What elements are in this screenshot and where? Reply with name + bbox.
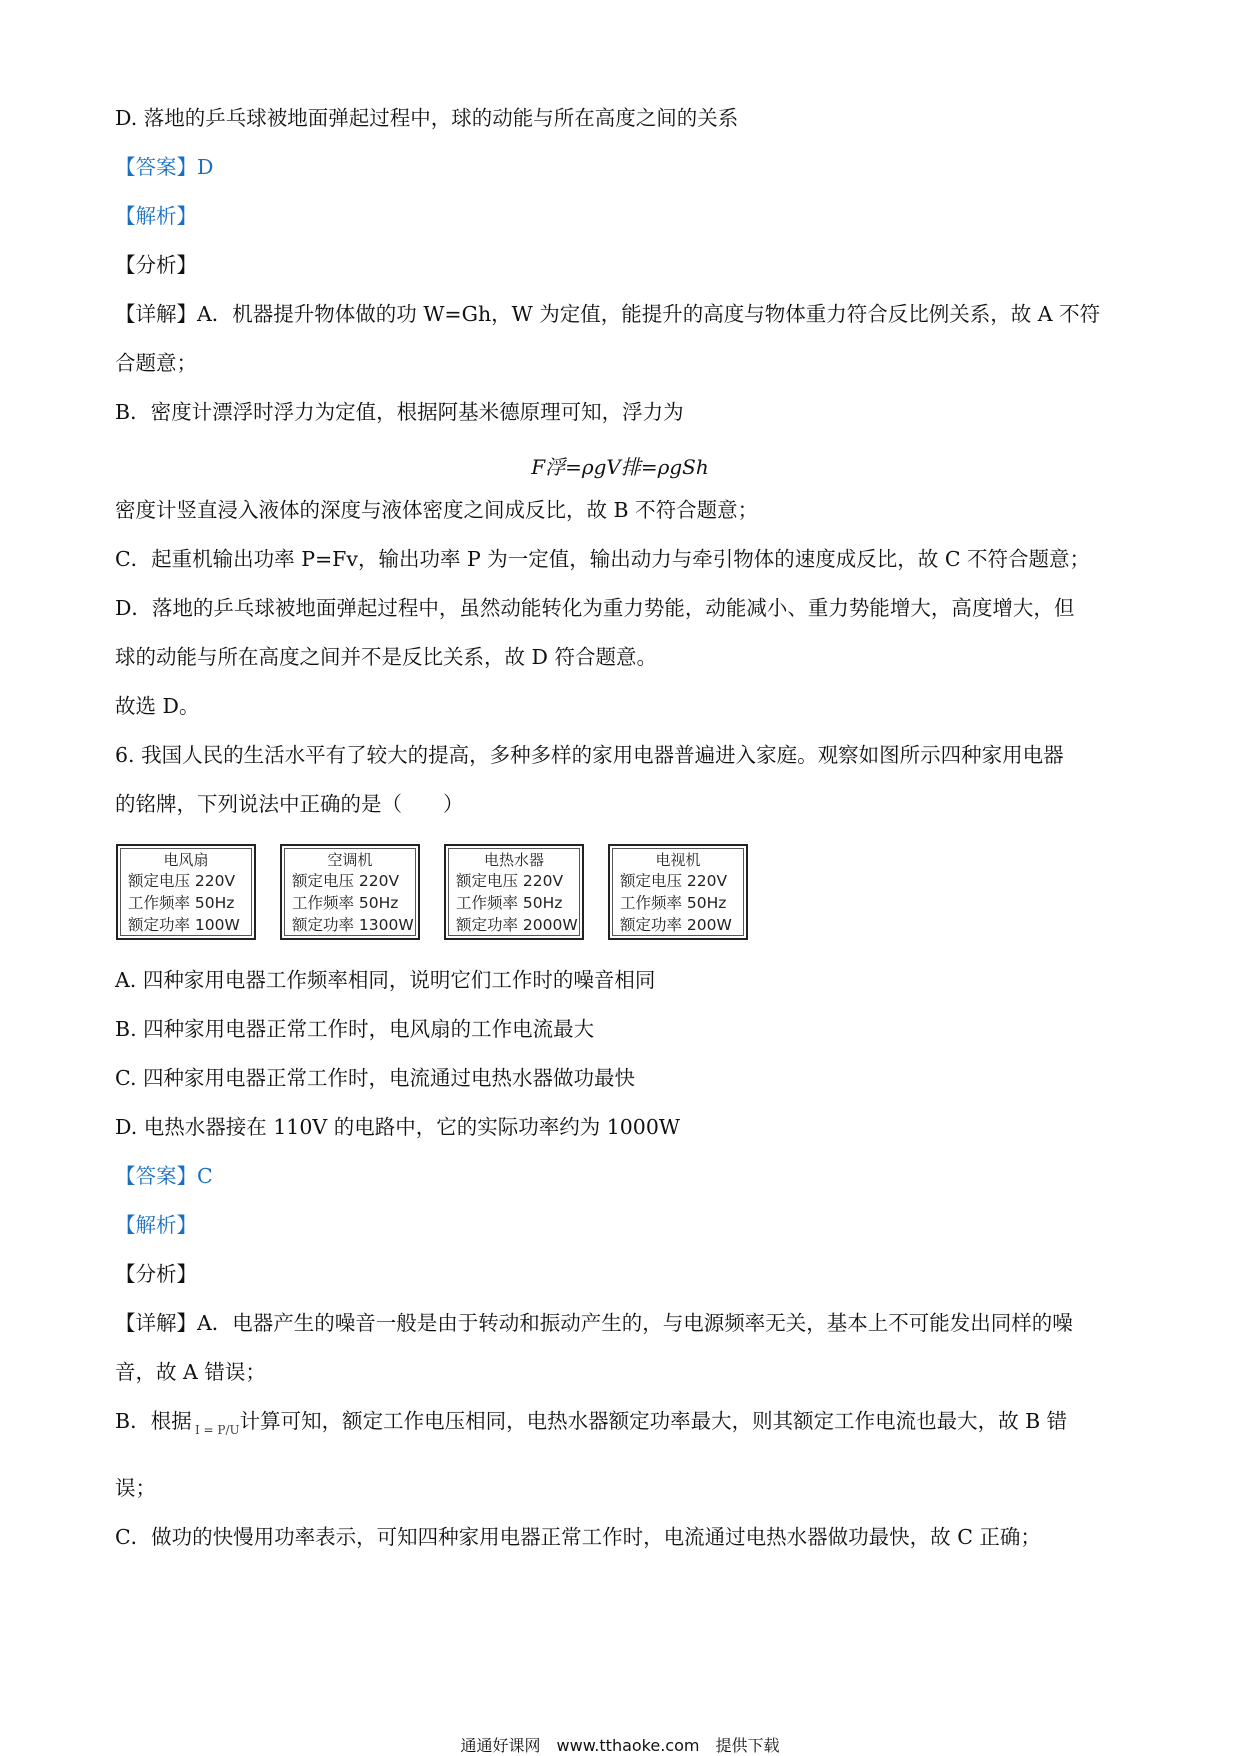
detail-b-line2-q6: 误； [115,1476,156,1500]
answer-label-q5: 【答案】D [115,155,214,179]
fenxi-label-q5: 【分析】 [115,253,197,277]
nameplate-title: 空调机 [327,851,373,869]
nameplate-title: 电热水器 [483,851,544,869]
option-d-q5: D. 落地的乒乓球被地面弹起过程中，球的动能与所在高度之间的关系 [115,106,739,130]
detail-a-line1-q5: 【详解】A．机器提升物体做的功 W=Gh，W 为定值，能提升的高度与物体重力符合反比例关系，故 A 不符 [115,302,1101,326]
detail-b-line2-q5: 密度计竖直浸入液体的深度与液体密度之间成反比，故 B 不符合题意； [115,498,759,522]
fenxi-label-q6: 【分析】 [115,1262,197,1286]
option-b-q6: B. 四种家用电器正常工作时，电风扇的工作电流最大 [115,1017,595,1041]
option-d-q6: D. 电热水器接在 110V 的电路中，它的实际功率约为 1000W [115,1115,680,1139]
nameplate-power: 额定功率 200W [620,916,732,934]
detail-b-suffix: 计算可知，额定工作电压相同，电热水器额定功率最大，则其额定工作电流也最大，故 B 错 [239,1409,1068,1433]
page-footer: 通通好课网 www.tthaoke.com 提供下载 [460,1736,780,1755]
detail-a-line2-q5: 合题意； [115,351,197,375]
answer-label-q6: 【答案】C [115,1164,213,1188]
nameplate-title: 电风扇 [163,851,209,869]
nameplate-voltage: 额定电压 220V [292,872,400,890]
nameplate-voltage: 额定电压 220V [620,872,728,890]
question-6-stem-line1: 6. 我国人民的生活水平有了较大的提高，多种多样的家用电器普遍进入家庭。观察如图所示四种家用电器 [115,743,1064,767]
detail-b-line1-q5: B．密度计漂浮时浮力为定值，根据阿基米德原理可知，浮力为 [115,400,684,424]
nameplate-water-heater [444,844,584,940]
detail-c-q6: C．做功的快慢用功率表示，可知四种家用电器正常工作时，电流通过电热水器做功最快，故 C 正确； [115,1525,1041,1549]
nameplate-fan [116,844,256,940]
choose-q5: 故选 D。 [115,694,200,718]
detail-b-prefix: B．根据 [115,1409,192,1433]
nameplate-frequency: 工作频率 50Hz [292,894,399,912]
nameplate-title: 电视机 [655,851,701,869]
detail-d-line1-q5: D．落地的乒乓球被地面弹起过程中，虽然动能转化为重力势能，动能减小、重力势能增大，高度增大，但 [115,596,1075,620]
option-c-q6: C. 四种家用电器正常工作时，电流通过电热水器做功最快 [115,1066,635,1090]
nameplate-air-conditioner [280,844,420,940]
nameplate-power: 额定功率 1300W [292,916,414,934]
detail-d-line2-q5: 球的动能与所在高度之间并不是反比关系，故 D 符合题意。 [115,645,657,669]
nameplate-television [608,844,748,940]
nameplate-voltage: 额定电压 220V [128,872,236,890]
detail-a-line2-q6: 音，故 A 错误； [115,1360,266,1384]
analysis-label-q5: 【解析】 [115,204,197,228]
current-formula-fragment: I = P/U [195,1423,240,1437]
nameplate-frequency: 工作频率 50Hz [620,894,727,912]
buoyancy-formula: F浮=ρgV排=ρgSh [531,455,709,479]
detail-c-q5: C．起重机输出功率 P=Fv，输出功率 P 为一定值，输出动力与牵引物体的速度成反比，故 C 不符合题意； [115,547,1091,571]
detail-a-line1-q6: 【详解】A．电器产生的噪音一般是由于转动和振动产生的，与电源频率无关，基本上不可能发出同样的噪 [115,1311,1073,1335]
nameplate-power: 额定功率 2000W [456,916,578,934]
nameplate-power: 额定功率 100W [128,916,240,934]
nameplate-frequency: 工作频率 50Hz [128,894,235,912]
nameplate-frequency: 工作频率 50Hz [456,894,563,912]
analysis-label-q6: 【解析】 [115,1213,197,1237]
detail-b-line1-q6 [115,1411,1067,1432]
question-6-stem-line2: 的铭牌，下列说法中正确的是（ ） [115,792,464,816]
nameplate-voltage: 额定电压 220V [456,872,564,890]
option-a-q6: A. 四种家用电器工作频率相同，说明它们工作时的噪音相同 [115,968,656,992]
